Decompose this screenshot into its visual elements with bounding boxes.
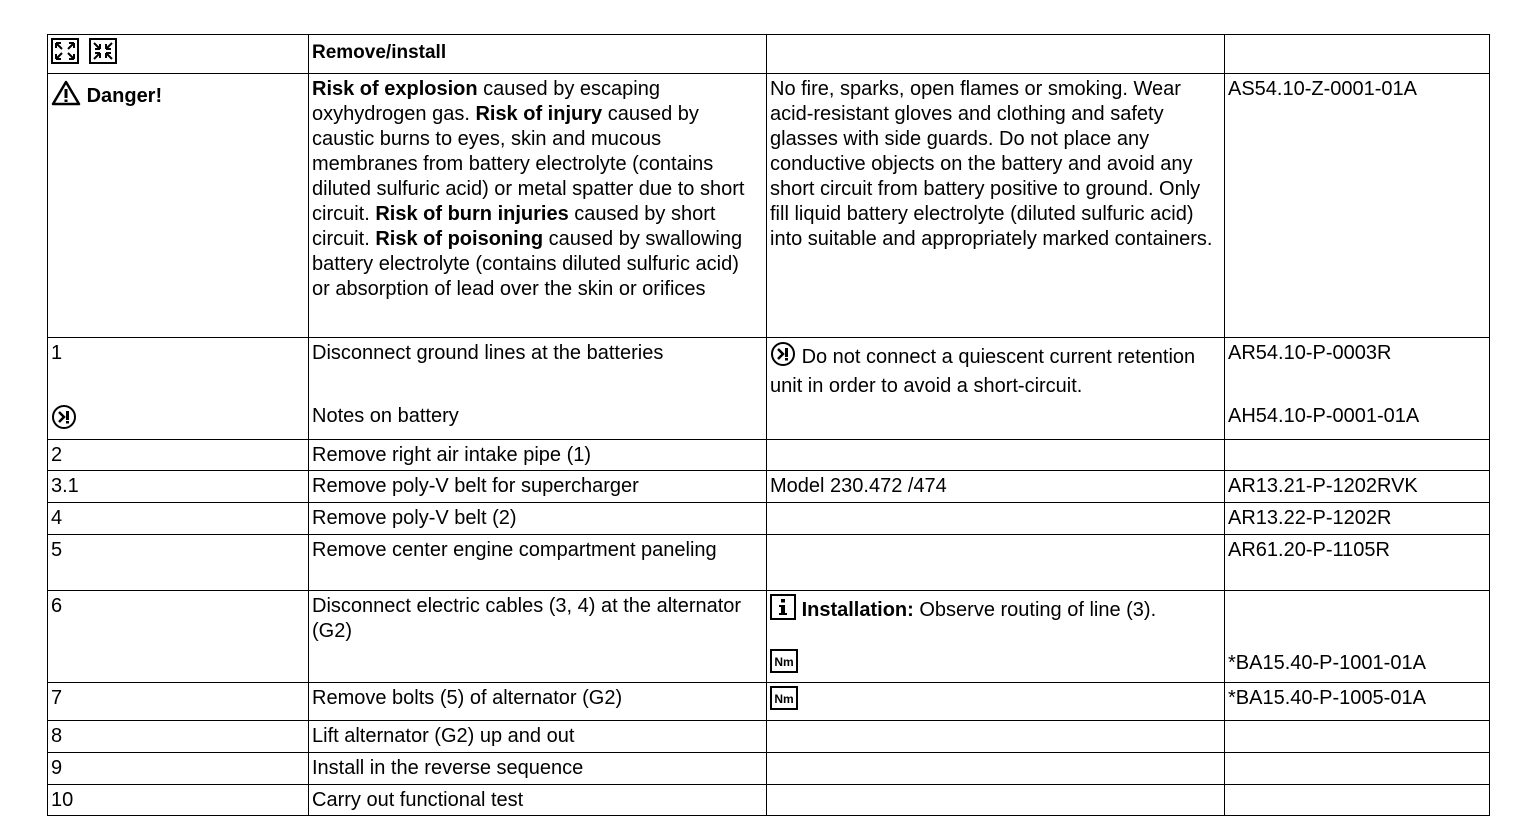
step-1-ref-cell <box>1225 338 1490 440</box>
header-icons-cell <box>48 35 309 74</box>
step-row-6 <box>48 591 1490 683</box>
step-ref-link[interactable]: *BA15.40-P-1005-01A <box>1225 683 1490 721</box>
install-text: Observe routing of line (3). <box>913 598 1157 621</box>
step-7-note-cell <box>767 683 1225 721</box>
step-note: Model 230.472 /474 <box>767 471 1225 503</box>
step-action: Install in the reverse sequence <box>309 753 767 785</box>
risk-explosion: Risk of explosion <box>312 78 478 100</box>
danger-risks-cell <box>309 74 767 338</box>
warning-triangle-icon <box>51 80 81 113</box>
step-note-empty <box>767 503 1225 535</box>
step-note-empty <box>767 535 1225 591</box>
step-row-2 <box>48 440 1490 471</box>
torque-label: Nm <box>774 692 794 706</box>
header-empty-3 <box>767 35 1225 74</box>
step-row-9 <box>48 753 1490 785</box>
step-1-num-cell <box>48 338 309 440</box>
collapse-icon[interactable] <box>89 38 117 71</box>
step-row-8 <box>48 721 1490 753</box>
step-row-7 <box>48 683 1490 721</box>
step-number: 4 <box>48 503 309 535</box>
step-1-action-cell <box>309 338 767 440</box>
risk-text-1: caused by escaping oxyhydrogen gas. <box>312 78 660 125</box>
step-action: Disconnect ground lines at the batteries <box>312 342 664 364</box>
step-number: 1 <box>51 342 63 364</box>
header-empty-4 <box>1225 35 1490 74</box>
risk-text-4: caused by swallowing battery electrolyte (contains diluted sulfuric acid) or absorption of lead over the skin or orifices <box>312 228 743 300</box>
step-ref-link[interactable]: AR54.10-P-0003R <box>1228 342 1392 364</box>
install-label: Installation: <box>801 598 914 621</box>
step-number: 7 <box>48 683 309 721</box>
danger-row <box>48 74 1490 338</box>
risk-text-2: caused by caustic burns to eyes, skin and mucous membranes from battery electrolyte (contains diluted sulfuric acid) or metal spatter due to short circuit. <box>312 103 745 225</box>
step-ref-link[interactable]: AR13.22-P-1202R <box>1225 503 1490 535</box>
step-ref-empty <box>1225 753 1490 785</box>
expand-icon[interactable] <box>51 38 79 71</box>
step-ref-empty <box>1225 721 1490 753</box>
torque-nm-icon[interactable] <box>770 686 798 717</box>
step-ref-link[interactable]: AR61.20-P-1105R <box>1225 535 1490 591</box>
step-6-note-cell <box>767 591 1225 683</box>
step-action: Remove poly-V belt for supercharger <box>309 471 767 503</box>
step-sub-ref-link[interactable]: AH54.10-P-0001-01A <box>1228 405 1420 427</box>
step-note-empty <box>767 440 1225 471</box>
risk-burn: Risk of burn injuries <box>375 203 569 225</box>
step-ref-link[interactable]: AR13.21-P-1202RVK <box>1225 471 1490 503</box>
step-sub-action: Notes on battery <box>312 405 459 427</box>
step-ref-empty <box>1225 440 1490 471</box>
step-ref-empty <box>1225 785 1490 816</box>
step-number: 10 <box>48 785 309 816</box>
step-note-empty <box>767 753 1225 785</box>
step-action: Remove poly-V belt (2) <box>309 503 767 535</box>
step-ref-link[interactable]: *BA15.40-P-1001-01A <box>1228 652 1426 674</box>
step-6-ref-cell <box>1225 591 1490 683</box>
step-number: 6 <box>48 591 309 683</box>
step-note: Do not connect a quiescent current retention unit in order to avoid a short-circuit. <box>770 345 1196 397</box>
step-row-4 <box>48 503 1490 535</box>
step-action: Remove bolts (5) of alternator (G2) <box>309 683 767 721</box>
torque-label: Nm <box>774 655 794 669</box>
header-row <box>48 35 1490 74</box>
step-action: Disconnect electric cables (3, 4) at the alternator (G2) <box>309 591 767 683</box>
header-title: Remove/install <box>309 35 767 74</box>
step-number: 9 <box>48 753 309 785</box>
danger-label: Danger! <box>86 85 163 107</box>
danger-ref-link[interactable]: AS54.10-Z-0001-01A <box>1225 74 1490 338</box>
torque-nm-icon[interactable] <box>770 649 798 680</box>
danger-measures: No fire, sparks, open flames or smoking. Wear acid-resistant gloves and clothing and safety glasses with side guards. Do not place any conductive objects on the battery and avoid any short circuit from battery positive to ground. Only fill liquid battery electrolyte (diluted sulfuric acid) into suitable and appropriately marked containers. <box>767 74 1225 338</box>
danger-label-cell <box>48 74 309 338</box>
info-icon[interactable] <box>770 594 796 627</box>
step-row-10 <box>48 785 1490 816</box>
step-note-empty <box>767 785 1225 816</box>
risk-injury: Risk of injury <box>475 103 603 125</box>
step-row-1 <box>48 338 1490 440</box>
step-action: Lift alternator (G2) up and out <box>309 721 767 753</box>
step-1-note-cell <box>767 338 1225 440</box>
step-number: 2 <box>48 440 309 471</box>
step-number: 5 <box>48 535 309 591</box>
step-action: Remove center engine compartment paneling <box>309 535 767 591</box>
step-row-3-1 <box>48 471 1490 503</box>
procedure-table <box>47 34 1490 816</box>
step-row-5 <box>48 535 1490 591</box>
notes-arrow-icon[interactable] <box>51 404 77 437</box>
notes-arrow-icon[interactable] <box>770 341 796 374</box>
risk-poison: Risk of poisoning <box>375 228 544 250</box>
step-action: Carry out functional test <box>309 785 767 816</box>
step-number: 3.1 <box>48 471 309 503</box>
step-number: 8 <box>48 721 309 753</box>
risk-text-3: caused by short circuit. <box>312 203 716 250</box>
step-action: Remove right air intake pipe (1) <box>309 440 767 471</box>
step-note-empty <box>767 721 1225 753</box>
